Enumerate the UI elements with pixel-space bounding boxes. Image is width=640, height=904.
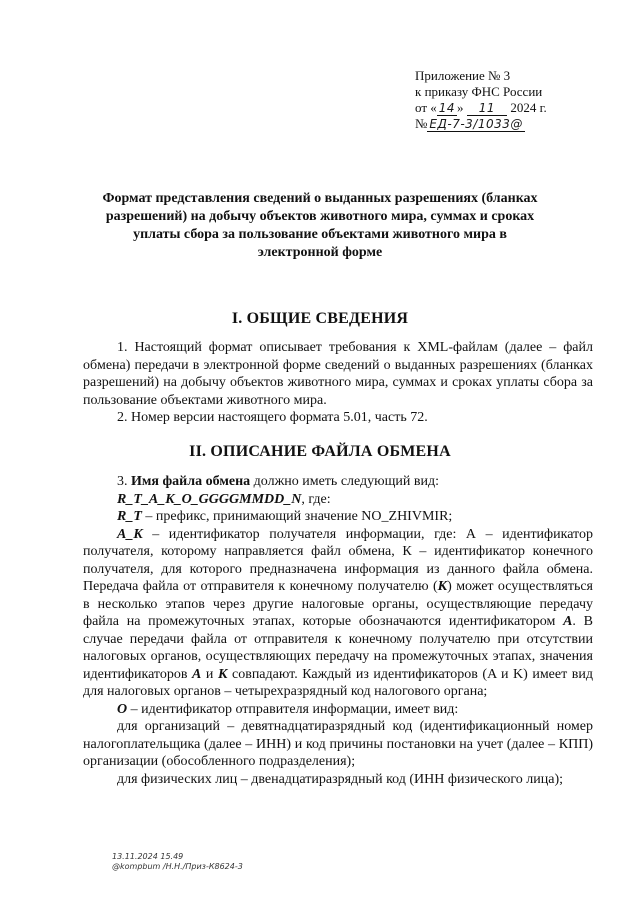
footer-line-1: 13.11.2024 15.49 [112, 852, 184, 861]
pattern-rest: , где: [301, 491, 331, 507]
o-term: O [117, 701, 128, 717]
section-2-heading: II. ОПИСАНИЕ ФАЙЛА ОБМЕНА [189, 443, 451, 460]
ak-text-4: совпадают. Каждый из идентификаторов (A и K) имеет вид для налоговых органов – четырехразрядный код налогового органа; [83, 666, 593, 699]
pattern-term: R_T_A_K_O_GGGGMMDD_N [117, 491, 302, 507]
ak-definition [83, 526, 593, 701]
footer-line-2: @kompbum /Н.Н./Приз-К8624-3 [112, 862, 243, 871]
ak-text-2: ) может осуществляться в несколько этапов через другие налоговые органы, осуществляющие передачу файла на промежуточных этапах, которые обозначаются идентификатором [83, 579, 593, 629]
ak-a1: А [563, 614, 573, 629]
section-2-body [83, 473, 593, 788]
appendix-line-2: к приказу ФНС России [415, 84, 543, 99]
ak-a2: А [192, 666, 202, 682]
paragraph-3 [83, 473, 593, 491]
rt-definition [83, 508, 593, 526]
date-prefix: от « [415, 100, 437, 115]
date-month: 11 [467, 101, 507, 116]
p3-number: 3. [117, 474, 131, 489]
paragraph-1: 1. Настоящий формат описывает требования к XML-файлам (далее – файл обмена) передачи в электронной форме сведений о выданных разрешениях (бланках разрешений) на добычу объектов животного мира, суммах и сроках уплаты сбора за пользование объектами животного мира. [83, 340, 593, 408]
ak-text-1: – идентификатор получателя информации, где: А – идентификатор получателя, которому направляется файл обмена, К – идентификатор конечного получателя, для которого предназначена информация из данного файла обмена. Передача файла от отправителя к конечному получателю ( [83, 526, 593, 594]
p3-bold: Имя файла обмена [131, 474, 251, 489]
appendix-block [415, 68, 615, 132]
document-footer [112, 852, 243, 872]
date-year: 2024 г. [510, 100, 547, 115]
number-value: ЕД-7-3/1033@ [429, 117, 523, 131]
appendix-number [415, 116, 615, 132]
o-text: – идентификатор отправителя информации, имеет вид: [127, 701, 459, 717]
date-day: 14 [438, 101, 456, 115]
number-prefix: № [415, 116, 428, 131]
document-title: Формат представления сведений о выданных разрешениях (бланках разрешений) на добычу объектов животного мира, суммах и сроках уплаты сбора за пользование объектами животного мира в электронной форме [102, 191, 538, 260]
section-1-heading: I. ОБЩИЕ СВЕДЕНИЯ [231, 310, 409, 327]
section-1-body [83, 339, 593, 427]
fiz-definition: для физических лиц – двенадцатиразрядный код (ИНН физического лица); [117, 771, 563, 787]
ak-and: и [201, 666, 218, 682]
appendix-line-1: Приложение № 3 [415, 68, 511, 83]
date-mid: » [457, 100, 464, 115]
p3-rest: должно иметь следующий вид: [250, 474, 440, 489]
rt-term: R_T [117, 509, 142, 524]
ak-text-3: . В случае передачи файла от отправителя к конечному получателю при отсутствии налоговых органов, осуществляющих передачу на промежуточных этапах, значения идентификаторов [83, 614, 593, 682]
appendix-date [415, 100, 615, 116]
org-definition: для организаций – девятнадцатиразрядный код (идентификационный номер налогоплательщика (далее – ИНН) и код причины постановки на учет (далее – КПП) организации (обособленного подразделения); [83, 719, 593, 769]
ak-term: A_K [117, 526, 143, 542]
ak-k1: К [437, 579, 448, 594]
rt-text: – префикс, принимающий значение NO_ZHIVMIR; [141, 509, 453, 524]
ak-k2: К [217, 666, 228, 682]
paragraph-2: 2. Номер версии настоящего формата 5.01, часть 72. [117, 410, 428, 425]
o-definition [83, 701, 593, 719]
filename-pattern [83, 491, 593, 509]
